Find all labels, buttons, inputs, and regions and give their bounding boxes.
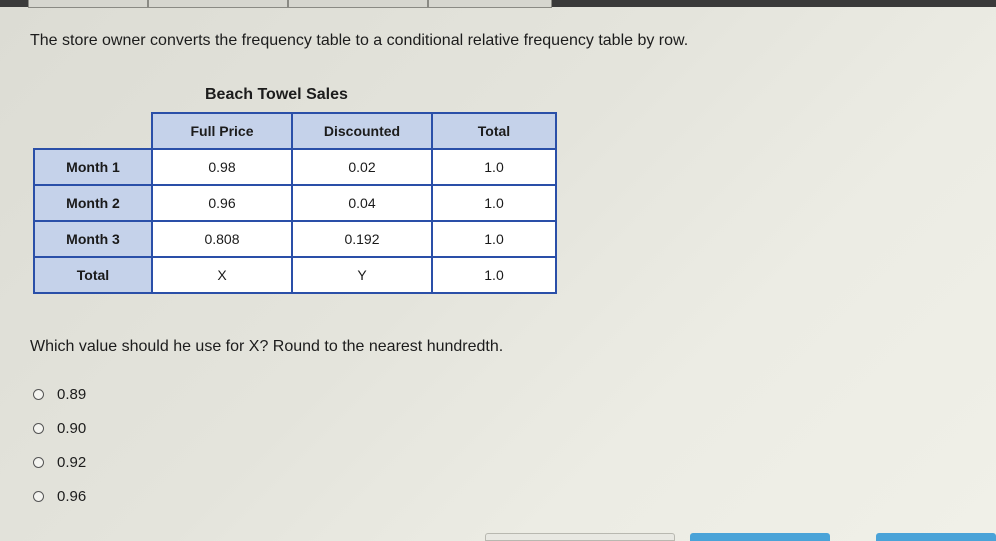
table-corner-cell <box>34 113 152 149</box>
answer-option[interactable] <box>33 445 86 479</box>
table-header-row <box>34 113 556 149</box>
top-tab-1 <box>28 0 148 8</box>
row-label-month-1: Month 1 <box>34 149 152 185</box>
top-tab-4 <box>428 0 552 8</box>
option-label: 0.96 <box>57 487 87 505</box>
table-row <box>34 185 556 221</box>
bottom-button-blue-right[interactable] <box>876 533 996 541</box>
header-discounted: Discounted <box>292 113 432 149</box>
option-label: 0.90 <box>57 419 87 437</box>
question-prompt: Which value should he use for X? Round to the nearest hundredth. <box>30 338 504 355</box>
question-intro: The store owner converts the frequency table to a conditional relative frequency table by row. <box>30 32 689 49</box>
cell-total-total: 1.0 <box>432 257 556 293</box>
conditional-frequency-table <box>33 112 557 294</box>
answer-option[interactable] <box>33 411 86 445</box>
table-row <box>34 149 556 185</box>
header-full-price: Full Price <box>152 113 292 149</box>
table-title: Beach Towel Sales <box>205 86 348 103</box>
cell-month-1-total: 1.0 <box>432 149 556 185</box>
top-tab-2 <box>148 0 288 8</box>
answer-option[interactable] <box>33 479 86 513</box>
row-label-month-3: Month 3 <box>34 221 152 257</box>
answer-option[interactable] <box>33 377 86 411</box>
radio-button[interactable] <box>33 389 44 400</box>
cell-month-2-total: 1.0 <box>432 185 556 221</box>
option-label: 0.92 <box>57 453 87 471</box>
cell-month-1-discounted: 0.02 <box>292 149 432 185</box>
radio-button[interactable] <box>33 457 44 468</box>
cell-month-2-discounted: 0.04 <box>292 185 432 221</box>
cell-month-2-full-price: 0.96 <box>152 185 292 221</box>
option-label: 0.89 <box>57 385 87 403</box>
bottom-button-left[interactable] <box>485 533 675 541</box>
cell-month-3-full-price: 0.808 <box>152 221 292 257</box>
cell-month-3-discounted: 0.192 <box>292 221 432 257</box>
table-row <box>34 257 556 293</box>
row-label-total: Total <box>34 257 152 293</box>
top-tab-3 <box>288 0 428 8</box>
cell-total-full-price: X <box>152 257 292 293</box>
bottom-button-blue[interactable] <box>690 533 830 541</box>
row-label-month-2: Month 2 <box>34 185 152 221</box>
cell-month-3-total: 1.0 <box>432 221 556 257</box>
cell-month-1-full-price: 0.98 <box>152 149 292 185</box>
table-row <box>34 221 556 257</box>
answer-options <box>33 377 86 513</box>
radio-button[interactable] <box>33 423 44 434</box>
header-total: Total <box>432 113 556 149</box>
radio-button[interactable] <box>33 491 44 502</box>
cell-total-discounted: Y <box>292 257 432 293</box>
